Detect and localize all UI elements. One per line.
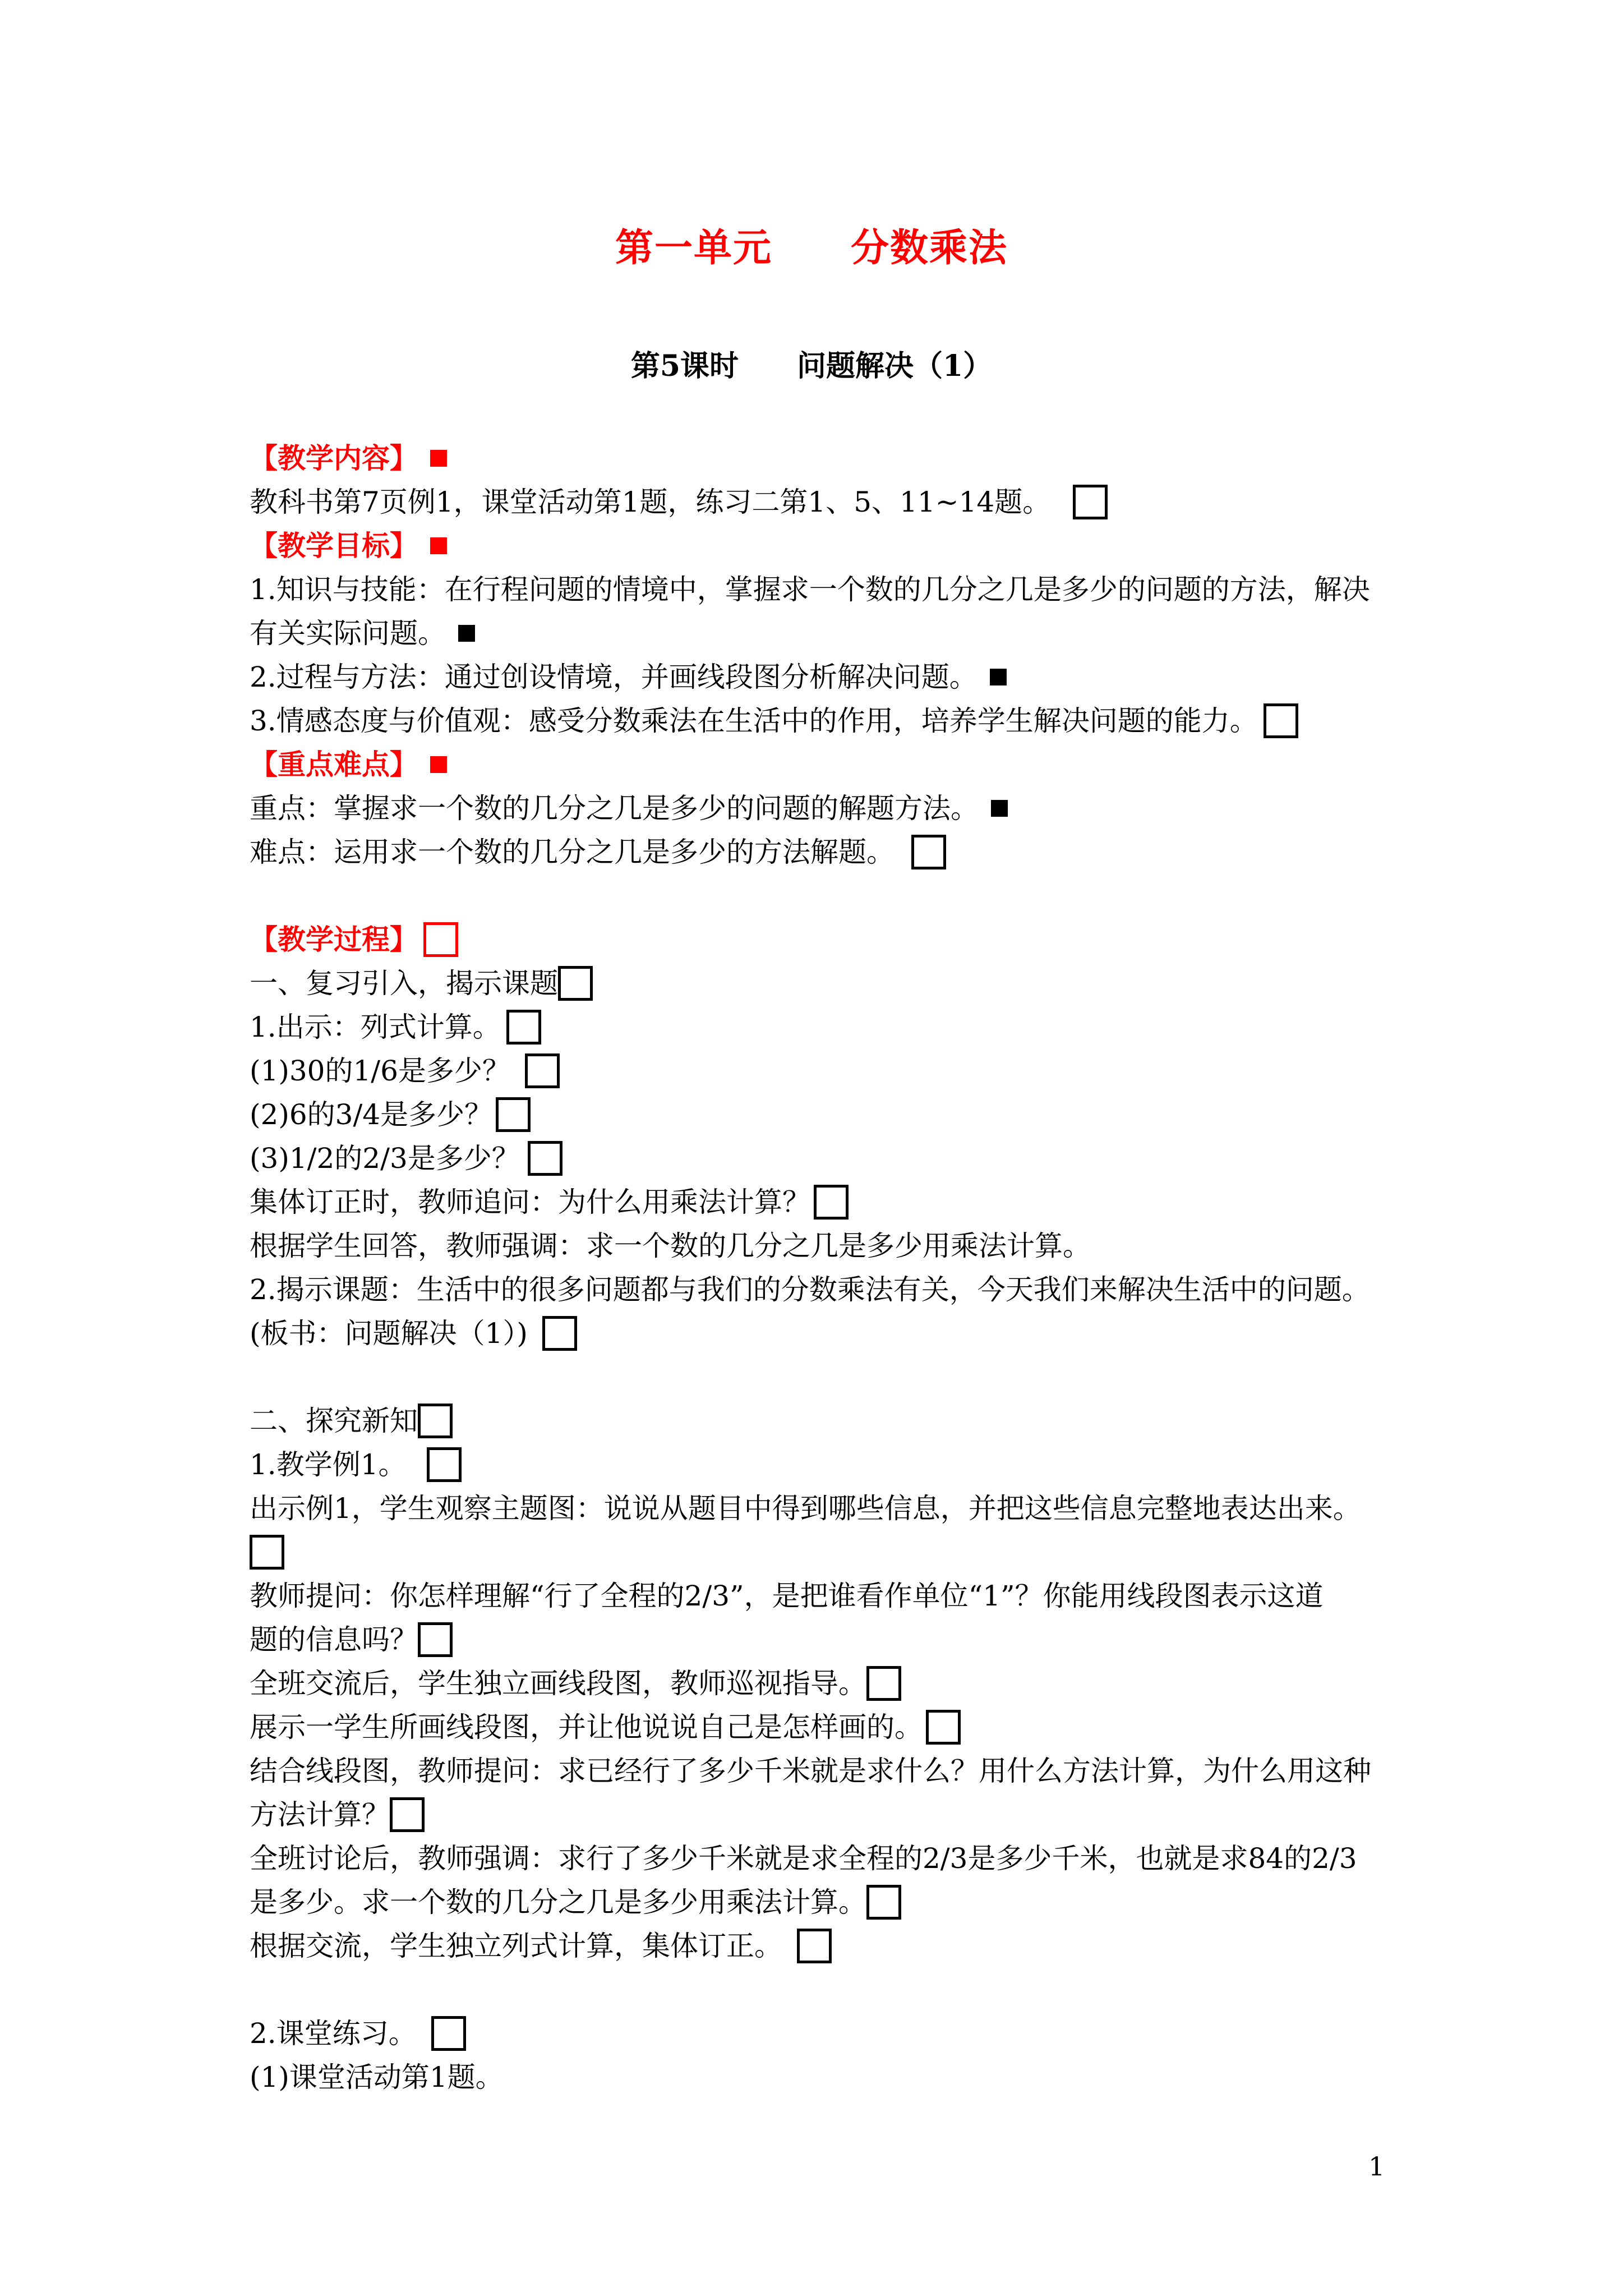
process-line: [250, 2055, 1399, 2099]
lesson-subtitle: 第5课时 问题解决（1）: [630, 349, 993, 383]
part-title: 一、复习引入，揭示课题: [250, 967, 558, 1000]
process-line: [250, 1005, 1399, 1049]
checkbox[interactable]: [542, 1316, 577, 1351]
process-text: 2.课堂练习。: [250, 2017, 417, 2050]
goal-text: 1.知识与技能：在行程问题的情境中，掌握求一个数的几分之几是多少的问题的方法，解决: [250, 573, 1370, 606]
checkbox[interactable]: [1073, 485, 1108, 519]
process-line: [250, 1880, 1399, 1924]
red-square-mark: [430, 756, 447, 773]
section-title-key: 【重点难点】: [250, 748, 418, 781]
process-line: [250, 1705, 1399, 1749]
checkbox[interactable]: [1264, 703, 1298, 738]
goal-line: [250, 568, 1399, 611]
checkbox[interactable]: [525, 1053, 560, 1088]
checkbox[interactable]: [911, 835, 946, 869]
process-line: [250, 2012, 1399, 2055]
process-line: [250, 1443, 1399, 1487]
goal-text: 2.过程与方法：通过创设情境，并画线段图分析解决问题。: [250, 661, 978, 693]
red-square-mark: [430, 537, 447, 554]
content-line: [250, 480, 1399, 524]
process-text: 1.教学例1。: [250, 1448, 407, 1481]
process-line: [250, 1574, 1399, 1618]
red-checkbox[interactable]: [423, 922, 458, 957]
checkbox[interactable]: [431, 2016, 466, 2051]
process-line: [250, 1837, 1399, 1880]
process-line: [250, 1312, 1399, 1355]
document-body: [250, 436, 1399, 2099]
content-text: 教科书第7页例1，课堂活动第1题，练习二第1、5、11~14题。: [250, 486, 1051, 518]
process-text: (板书：问题解决（1）): [250, 1317, 528, 1350]
red-square-mark: [430, 450, 447, 467]
process-text: 结合线段图，教师提问：求已经行了多少千米就是求什么？用什么方法计算，为什么用这种: [250, 1755, 1371, 1787]
process-heading: [250, 918, 1399, 961]
black-square-mark: [991, 800, 1008, 817]
page-number: 1: [1368, 2151, 1385, 2182]
process-text: (1)课堂活动第1题。: [250, 2061, 504, 2093]
process-line: [250, 1662, 1399, 1705]
key-line: [250, 830, 1399, 874]
difficult-point-text: 难点：运用求一个数的几分之几是多少的方法解题。: [250, 836, 895, 868]
process-text: 集体订正时，教师追问：为什么用乘法计算？: [250, 1186, 810, 1218]
process-line: [250, 1924, 1399, 1968]
process-line: [250, 961, 1399, 1005]
section-title-goals: 【教学目标】: [250, 529, 418, 562]
checkbox[interactable]: [250, 1535, 284, 1570]
goal-line: [250, 611, 1399, 655]
process-line: [250, 1399, 1399, 1443]
checkbox[interactable]: [866, 1666, 901, 1701]
process-text: 根据学生回答，教师强调：求一个数的几分之几是多少用乘法计算。: [250, 1230, 1091, 1262]
process-line: [250, 1793, 1399, 1837]
checkbox[interactable]: [926, 1710, 961, 1745]
process-line: [250, 1530, 1399, 1574]
process-text: 1.出示：列式计算。: [250, 1011, 501, 1043]
key-heading: [250, 743, 1399, 786]
section-title-content: 【教学内容】: [250, 441, 418, 475]
key-point-text: 重点：掌握求一个数的几分之几是多少的问题的解题方法。: [250, 792, 979, 825]
checkbox[interactable]: [418, 1404, 453, 1438]
checkbox[interactable]: [418, 1622, 453, 1657]
process-text: 全班讨论后，教师强调：求行了多少千米就是求全程的2/3是多少千米，也就是求84的2/3: [250, 1842, 1357, 1875]
process-line: [250, 1180, 1399, 1224]
process-line: [250, 1093, 1399, 1137]
process-text: 展示一学生所画线段图，并让他说说自己是怎样画的。: [250, 1711, 923, 1743]
process-text: 题的信息吗？: [250, 1623, 418, 1656]
goal-text: 有关实际问题。: [250, 617, 446, 650]
page-title: 第一单元 分数乘法: [615, 226, 1008, 270]
process-line: [250, 1749, 1399, 1793]
process-line: [250, 1049, 1399, 1093]
checkbox[interactable]: [528, 1141, 562, 1176]
process-line: [250, 1487, 1399, 1530]
goals-heading: [250, 524, 1399, 568]
content-heading: [250, 436, 1399, 480]
checkbox[interactable]: [506, 1010, 541, 1045]
process-text: 全班交流后，学生独立画线段图，教师巡视指导。: [250, 1667, 866, 1700]
process-text: 方法计算？: [250, 1798, 390, 1831]
process-line: [250, 1618, 1399, 1662]
question-text: (3)1/2的2/3是多少？: [250, 1142, 520, 1175]
process-text: 2.揭示课题：生活中的很多问题都与我们的分数乘法有关，今天我们来解决生活中的问题。: [250, 1273, 1370, 1306]
black-square-mark: [990, 669, 1007, 685]
part-title: 二、探究新知: [250, 1405, 418, 1437]
goal-text: 3.情感态度与价值观：感受分数乘法在生活中的作用，培养学生解决问题的能力。: [250, 705, 1258, 737]
checkbox[interactable]: [427, 1447, 462, 1482]
checkbox[interactable]: [496, 1097, 531, 1132]
goal-line: [250, 655, 1399, 699]
checkbox[interactable]: [866, 1885, 901, 1920]
checkbox[interactable]: [814, 1185, 849, 1220]
process-text: 教师提问：你怎样理解“行了全程的2/3”，是把谁看作单位“1”？你能用线段图表示这道: [250, 1580, 1324, 1612]
process-text: 出示例1，学生观察主题图：说说从题目中得到哪些信息，并把这些信息完整地表达出来。: [250, 1492, 1361, 1525]
process-line: [250, 1224, 1399, 1268]
process-line: [250, 1268, 1399, 1312]
process-text: 是多少。求一个数的几分之几是多少用乘法计算。: [250, 1886, 866, 1918]
process-text: 根据交流，学生独立列式计算，集体订正。: [250, 1930, 782, 1962]
checkbox[interactable]: [390, 1797, 425, 1832]
question-text: (1)30的1/6是多少？: [250, 1055, 510, 1087]
section-title-process: 【教学过程】: [250, 923, 418, 956]
key-line: [250, 786, 1399, 830]
black-square-mark: [458, 625, 475, 642]
question-text: (2)6的3/4是多少？: [250, 1098, 493, 1131]
goal-line: [250, 699, 1399, 743]
process-line: [250, 1137, 1399, 1180]
checkbox[interactable]: [797, 1929, 832, 1963]
checkbox[interactable]: [558, 966, 593, 1001]
